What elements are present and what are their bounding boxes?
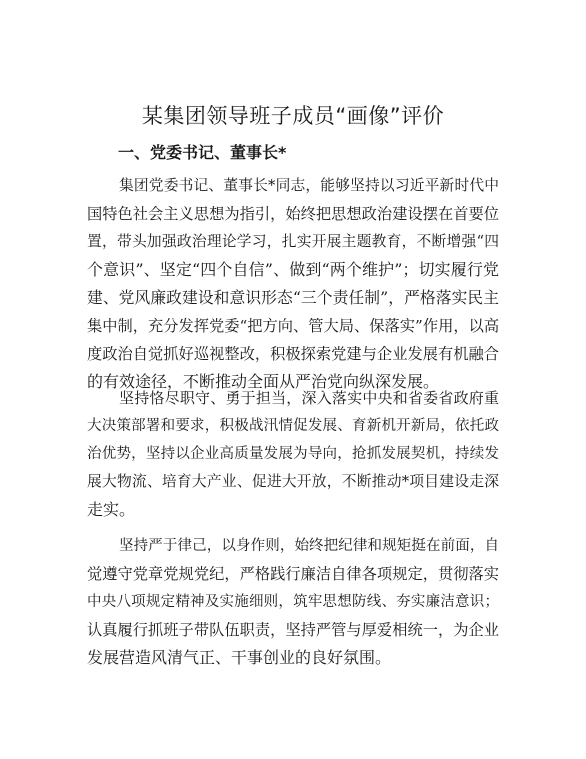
paragraph-line: 展大物流、培育大产业、促进大开放，不断推动*项目建设走深 xyxy=(87,473,499,490)
paragraph-line: 发展营造风清气正、干事创业的良好氛围。 xyxy=(87,648,392,667)
paragraph-line: 国特色社会主义思想为指引，始终把思想政治建设摆在首要位 xyxy=(87,205,499,223)
paragraph-line: 建、党风廉政建设和意识形态“三个责任制”，严格落实民主 xyxy=(87,288,499,307)
paragraph-line: 走实。 xyxy=(87,500,136,519)
paragraph-line: 置，带头加强政治理论学习，扎实开展主题教育，不断增强“四 xyxy=(87,233,499,250)
section-heading: 一、党委书记、董事长* xyxy=(118,143,287,162)
paragraph-line: 治优势，坚持以企业高质量发展为导向，抢抓发展契机，持续发 xyxy=(87,446,499,462)
paragraph-line: 的有效途径，不断推动全面从严治党向纵深发展。 xyxy=(87,372,440,391)
paragraph xyxy=(87,172,499,396)
paragraph-line: 坚持恪尽职守、勇于担当，深入落实中央和省委省政府重 xyxy=(119,389,499,407)
paragraph-line: 集团党委书记、董事长*同志，能够坚持以习近平新时代中 xyxy=(119,177,499,194)
paragraph-line: 个意识”、坚定“四个自信”、做到“两个维护”；切实履行党 xyxy=(87,260,499,279)
paragraph xyxy=(87,384,499,524)
paragraph-line: 大决策部署和要求，积极战汛情促发展、育新机开新局，依托政 xyxy=(87,418,499,434)
paragraph-line: 集中制，充分发挥党委“把方向、管大局、保落实”作用，以高 xyxy=(87,317,500,335)
paragraph-line: 觉遵守党章党规党纪，严格践行廉洁自律各项规定，贯彻落实 xyxy=(87,565,499,583)
paragraph-line: 坚持严于律己，以身作则，始终把纪律和规矩挺在前面，自 xyxy=(119,538,499,554)
paragraph xyxy=(87,532,499,672)
document-title: 某集团领导班子成员“画像”评价 xyxy=(141,104,445,128)
paragraph-line: 度政治自觉抓好巡视整改，积极探索党建与企业发展有机融合 xyxy=(87,345,499,363)
paragraph-line: 中央八项规定精神及实施细则，筑牢思想防线、夯实廉洁意识； xyxy=(87,594,499,610)
paragraph-line: 认真履行抓班子带队伍职责，坚持严管与厚爱相统一，为企业 xyxy=(87,621,499,639)
